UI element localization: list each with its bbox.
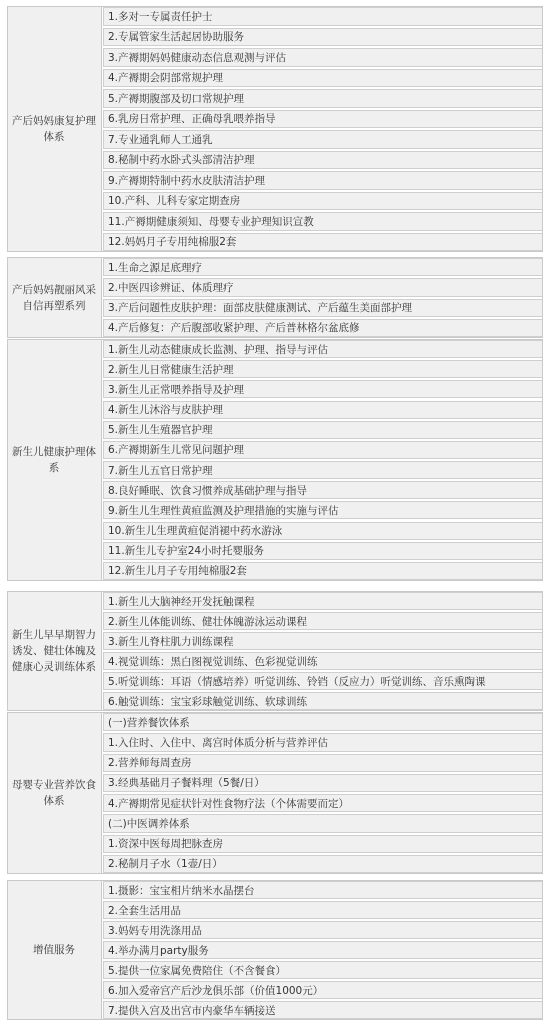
list-item: 1.资深中医每周把脉查房 bbox=[103, 835, 543, 853]
list-item: 6.加入爱帝宫产后沙龙俱乐部（价值1000元） bbox=[103, 981, 543, 999]
list-item: 6.乳房日常护理、正确母乳喂养指导 bbox=[103, 110, 543, 129]
section-value-added bbox=[7, 880, 543, 1020]
list-item: 2.新生儿日常健康生活护理 bbox=[103, 360, 543, 378]
section-nutrition bbox=[7, 712, 543, 874]
list-item: 9.新生儿生理性黄疸监测及护理措施的实施与评估 bbox=[103, 501, 543, 519]
list-item: (二)中医调养体系 bbox=[103, 814, 543, 832]
list-item: 1.摄影：宝宝相片纳米水晶摆台 bbox=[103, 881, 543, 899]
list-item: 10.新生儿生理黄疸促消褪中药水游泳 bbox=[103, 522, 543, 540]
list-item: 5.提供一位家属免费陪住（不含餐食） bbox=[103, 961, 543, 979]
list-item: 7.专业通乳师人工通乳 bbox=[103, 130, 543, 149]
section-items bbox=[103, 339, 543, 581]
list-item: 8.秘制中药水卧式头部清洁护理 bbox=[103, 151, 543, 170]
section-items bbox=[103, 6, 543, 252]
list-item: 11.新生儿专护室24小时托婴服务 bbox=[103, 542, 543, 560]
list-item: 3.新生儿脊柱肌力训练课程 bbox=[103, 632, 543, 650]
list-item: 1.多对一专属责任护士 bbox=[103, 7, 543, 26]
list-item: 5.产褥期腹部及切口常规护理 bbox=[103, 89, 543, 108]
list-item: 3.经典基础月子餐料理（5餐/日） bbox=[103, 774, 543, 792]
list-item: 8.良好睡眠、饮食习惯养成基础护理与指导 bbox=[103, 481, 543, 499]
section-maternal-recovery bbox=[7, 6, 543, 252]
list-item: 2.中医四诊辨证、体质理疗 bbox=[103, 278, 543, 296]
section-label: 产后妈妈靓丽风采自信再塑系列 bbox=[7, 257, 102, 338]
list-item: 9.产褥期特制中药水皮肤清洁护理 bbox=[103, 171, 543, 190]
section-label: 新生儿健康护理体系 bbox=[7, 339, 102, 581]
list-item: 7.提供入宫及出宫市内豪华车辆接送 bbox=[103, 1001, 543, 1019]
list-item: 12.新生儿月子专用纯棉服2套 bbox=[103, 562, 543, 580]
list-item: 3.新生儿正常喂养指导及护理 bbox=[103, 380, 543, 398]
list-item: 5.新生儿生殖器官护理 bbox=[103, 421, 543, 439]
section-items bbox=[103, 880, 543, 1020]
list-item: 4.新生儿沐浴与皮肤护理 bbox=[103, 401, 543, 419]
section-label: 增值服务 bbox=[7, 880, 102, 1020]
list-item: 4.举办满月party服务 bbox=[103, 941, 543, 959]
list-item: 3.妈妈专用洗涤用品 bbox=[103, 921, 543, 939]
section-maternal-beauty bbox=[7, 257, 543, 338]
list-item: 4.视觉训练：黑白图视觉训练、色彩视觉训练 bbox=[103, 652, 543, 670]
list-item: 3.产后问题性皮肤护理：面部皮肤健康测试、产后蕴生美面部护理 bbox=[103, 299, 543, 317]
section-label: 母婴专业营养饮食体系 bbox=[7, 712, 102, 874]
list-item: 1.生命之源足底理疗 bbox=[103, 258, 543, 276]
list-item: 12.妈妈月子专用纯棉服2套 bbox=[103, 233, 543, 252]
section-newborn-training bbox=[7, 591, 543, 711]
section-label: 产后妈妈康复护理体系 bbox=[7, 6, 102, 252]
list-item: 6.触觉训练：宝宝彩球触觉训练、软球训练 bbox=[103, 692, 543, 710]
list-item: 2.专属管家生活起居协助服务 bbox=[103, 28, 543, 47]
list-item: 10.产科、儿科专家定期查房 bbox=[103, 192, 543, 211]
list-item: 2.全套生活用品 bbox=[103, 901, 543, 919]
list-item: 1.入住时、入住中、离宫时体质分析与营养评估 bbox=[103, 733, 543, 751]
list-item: 2.新生儿体能训练、健壮体魄游泳运动课程 bbox=[103, 612, 543, 630]
list-item: 5.听觉训练：耳语（情感培养）听觉训练、铃铛（反应力）听觉训练、音乐熏陶课 bbox=[103, 672, 543, 690]
section-label: 新生儿早早期智力诱发、健壮体魄及健康心灵训练体系 bbox=[7, 591, 102, 711]
section-items bbox=[103, 591, 543, 711]
list-item: 1.新生儿动态健康成长监测、护理、指导与评估 bbox=[103, 340, 543, 358]
section-items bbox=[103, 712, 543, 874]
list-item: 1.新生儿大脑神经开发抚触课程 bbox=[103, 592, 543, 610]
list-item: 2.营养师每周查房 bbox=[103, 754, 543, 772]
list-item: 11.产褥期健康须知、母婴专业护理知识宣教 bbox=[103, 212, 543, 231]
list-item: 7.新生儿五官日常护理 bbox=[103, 461, 543, 479]
list-item: 3.产褥期妈妈健康动态信息观测与评估 bbox=[103, 48, 543, 67]
list-item: 4.产褥期会阴部常规护理 bbox=[103, 69, 543, 88]
list-item: (一)营养餐饮体系 bbox=[103, 713, 543, 731]
list-item: 4.产褥期常见症状针对性食物疗法（个体需要而定） bbox=[103, 794, 543, 812]
list-item: 2.秘制月子水（1壶/日） bbox=[103, 855, 543, 873]
list-item: 6.产褥期新生儿常见问题护理 bbox=[103, 441, 543, 459]
section-newborn-care bbox=[7, 339, 543, 581]
list-item: 4.产后修复：产后腹部收紧护理、产后普林格尔盆底修 bbox=[103, 319, 543, 337]
section-items bbox=[103, 257, 543, 338]
